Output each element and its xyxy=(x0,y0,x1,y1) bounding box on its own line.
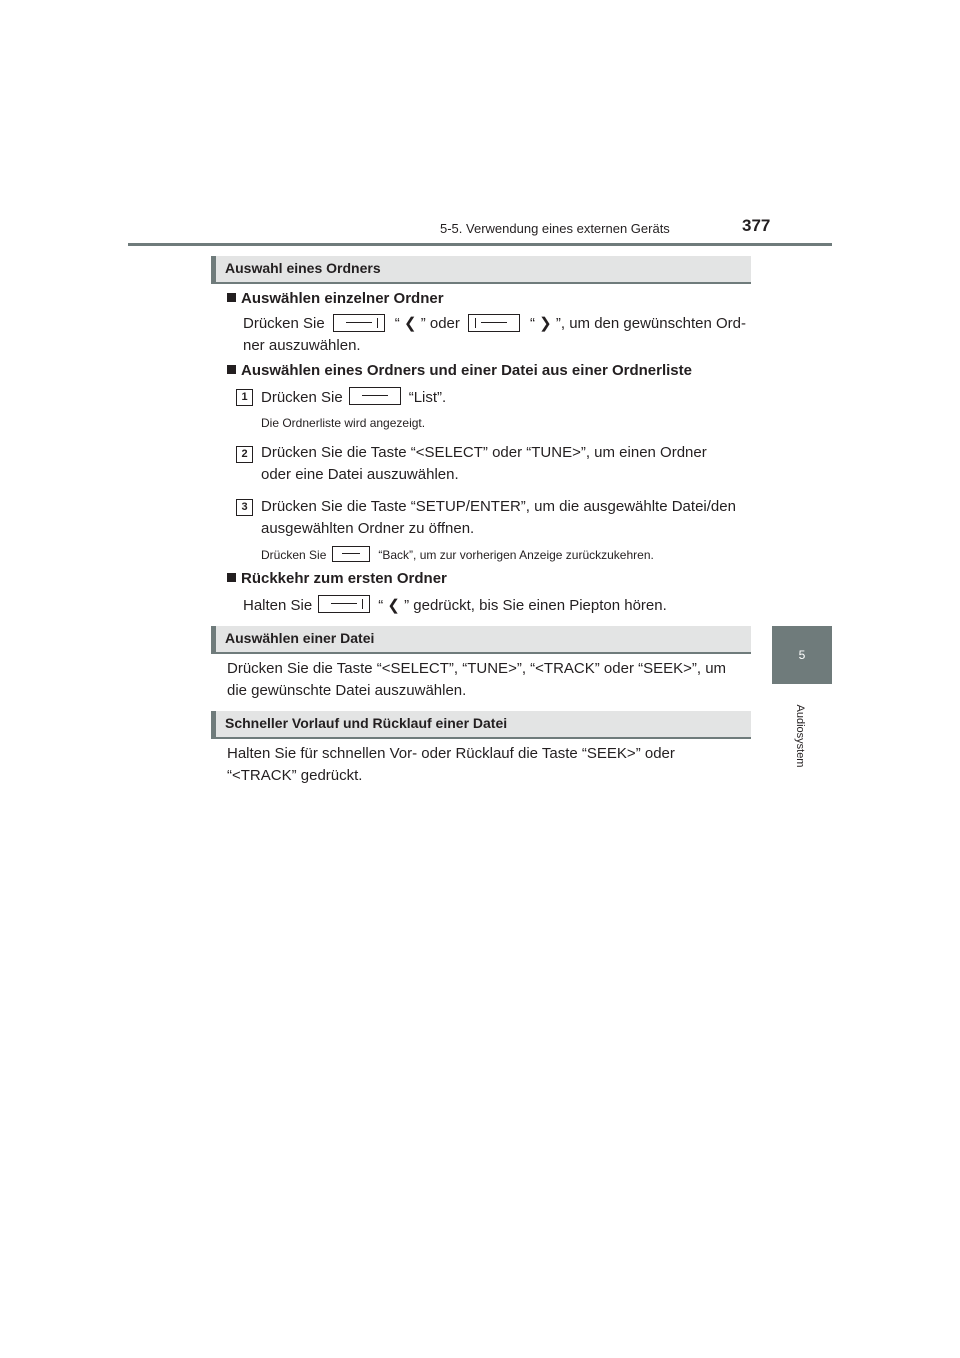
section-2-text-2: die gewünschte Datei auszuwählen. xyxy=(227,682,467,699)
square-bullet-icon xyxy=(227,365,236,374)
chapter-label: Audiosystem xyxy=(794,704,806,768)
step-3-text: Drücken Sie die Taste “SETUP/ENTER”, um die ausgewählte Datei/den xyxy=(261,498,736,515)
steering-switch-icon xyxy=(318,595,370,613)
section-2-text: Drücken Sie die Taste “<SELECT”, “TUNE>”, “<TRACK” oder “SEEK>”, um xyxy=(227,660,727,677)
chapter-number: 5 xyxy=(798,648,806,662)
step-number-2: 2 xyxy=(236,446,253,463)
header-rule xyxy=(128,243,832,246)
step-1-note: Die Ordnerliste wird angezeigt. xyxy=(261,416,426,430)
steering-switch-icon xyxy=(468,314,520,332)
step-2-text: Drücken Sie die Taste “<SELECT” oder “TUNE>”, um einen Ordner xyxy=(261,444,707,461)
step-3-note: Drücken Sie “Back”, um zur vorherigen Anzeige zurückzukehren. xyxy=(261,548,654,562)
step-number-3: 3 xyxy=(236,499,253,516)
text-line: Drücken Sie “ ❮ ” oder “ ❯ ”, um den gewünschten Ord- xyxy=(243,315,746,332)
square-bullet-icon xyxy=(227,293,236,302)
text-line: ner auszuwählen. xyxy=(243,337,361,354)
square-bullet-icon xyxy=(227,573,236,582)
section-3-text-2: “<TRACK” gedrückt. xyxy=(227,767,363,784)
step-number-1: 1 xyxy=(236,389,253,406)
step-3-text-2: ausgewählten Ordner zu öffnen. xyxy=(261,520,475,537)
subheading-single-folder: Auswählen einzelner Ordner xyxy=(227,289,444,309)
section-3-text: Halten Sie für schnellen Vor- oder Rücklauf die Taste “SEEK>” oder xyxy=(227,745,675,762)
section-heading-fast-forward: Schneller Vorlauf und Rücklauf einer Datei xyxy=(211,711,751,739)
steering-switch-icon xyxy=(349,387,401,405)
step-1-text: Drücken Sie “List”. xyxy=(261,389,447,406)
page-number: 377 xyxy=(742,216,771,235)
steering-switch-icon xyxy=(332,546,370,562)
step-2-text-2: oder eine Datei auszuwählen. xyxy=(261,466,459,483)
section-heading-folder-selection: Auswahl eines Ordners xyxy=(211,256,751,284)
subheading-folder-list: Auswählen eines Ordners und einer Datei aus einer Ordnerliste xyxy=(227,361,692,381)
header-title: 5-5. Verwendung eines externen Geräts xyxy=(440,221,670,236)
steering-switch-icon xyxy=(333,314,385,332)
text-line: Halten Sie “ ❮ ” gedrückt, bis Sie einen Piepton hören. xyxy=(243,597,667,614)
chapter-tab xyxy=(772,626,832,684)
subheading-return-first-folder: Rückkehr zum ersten Ordner xyxy=(227,569,447,589)
section-heading-file-selection: Auswählen einer Datei xyxy=(211,626,751,654)
